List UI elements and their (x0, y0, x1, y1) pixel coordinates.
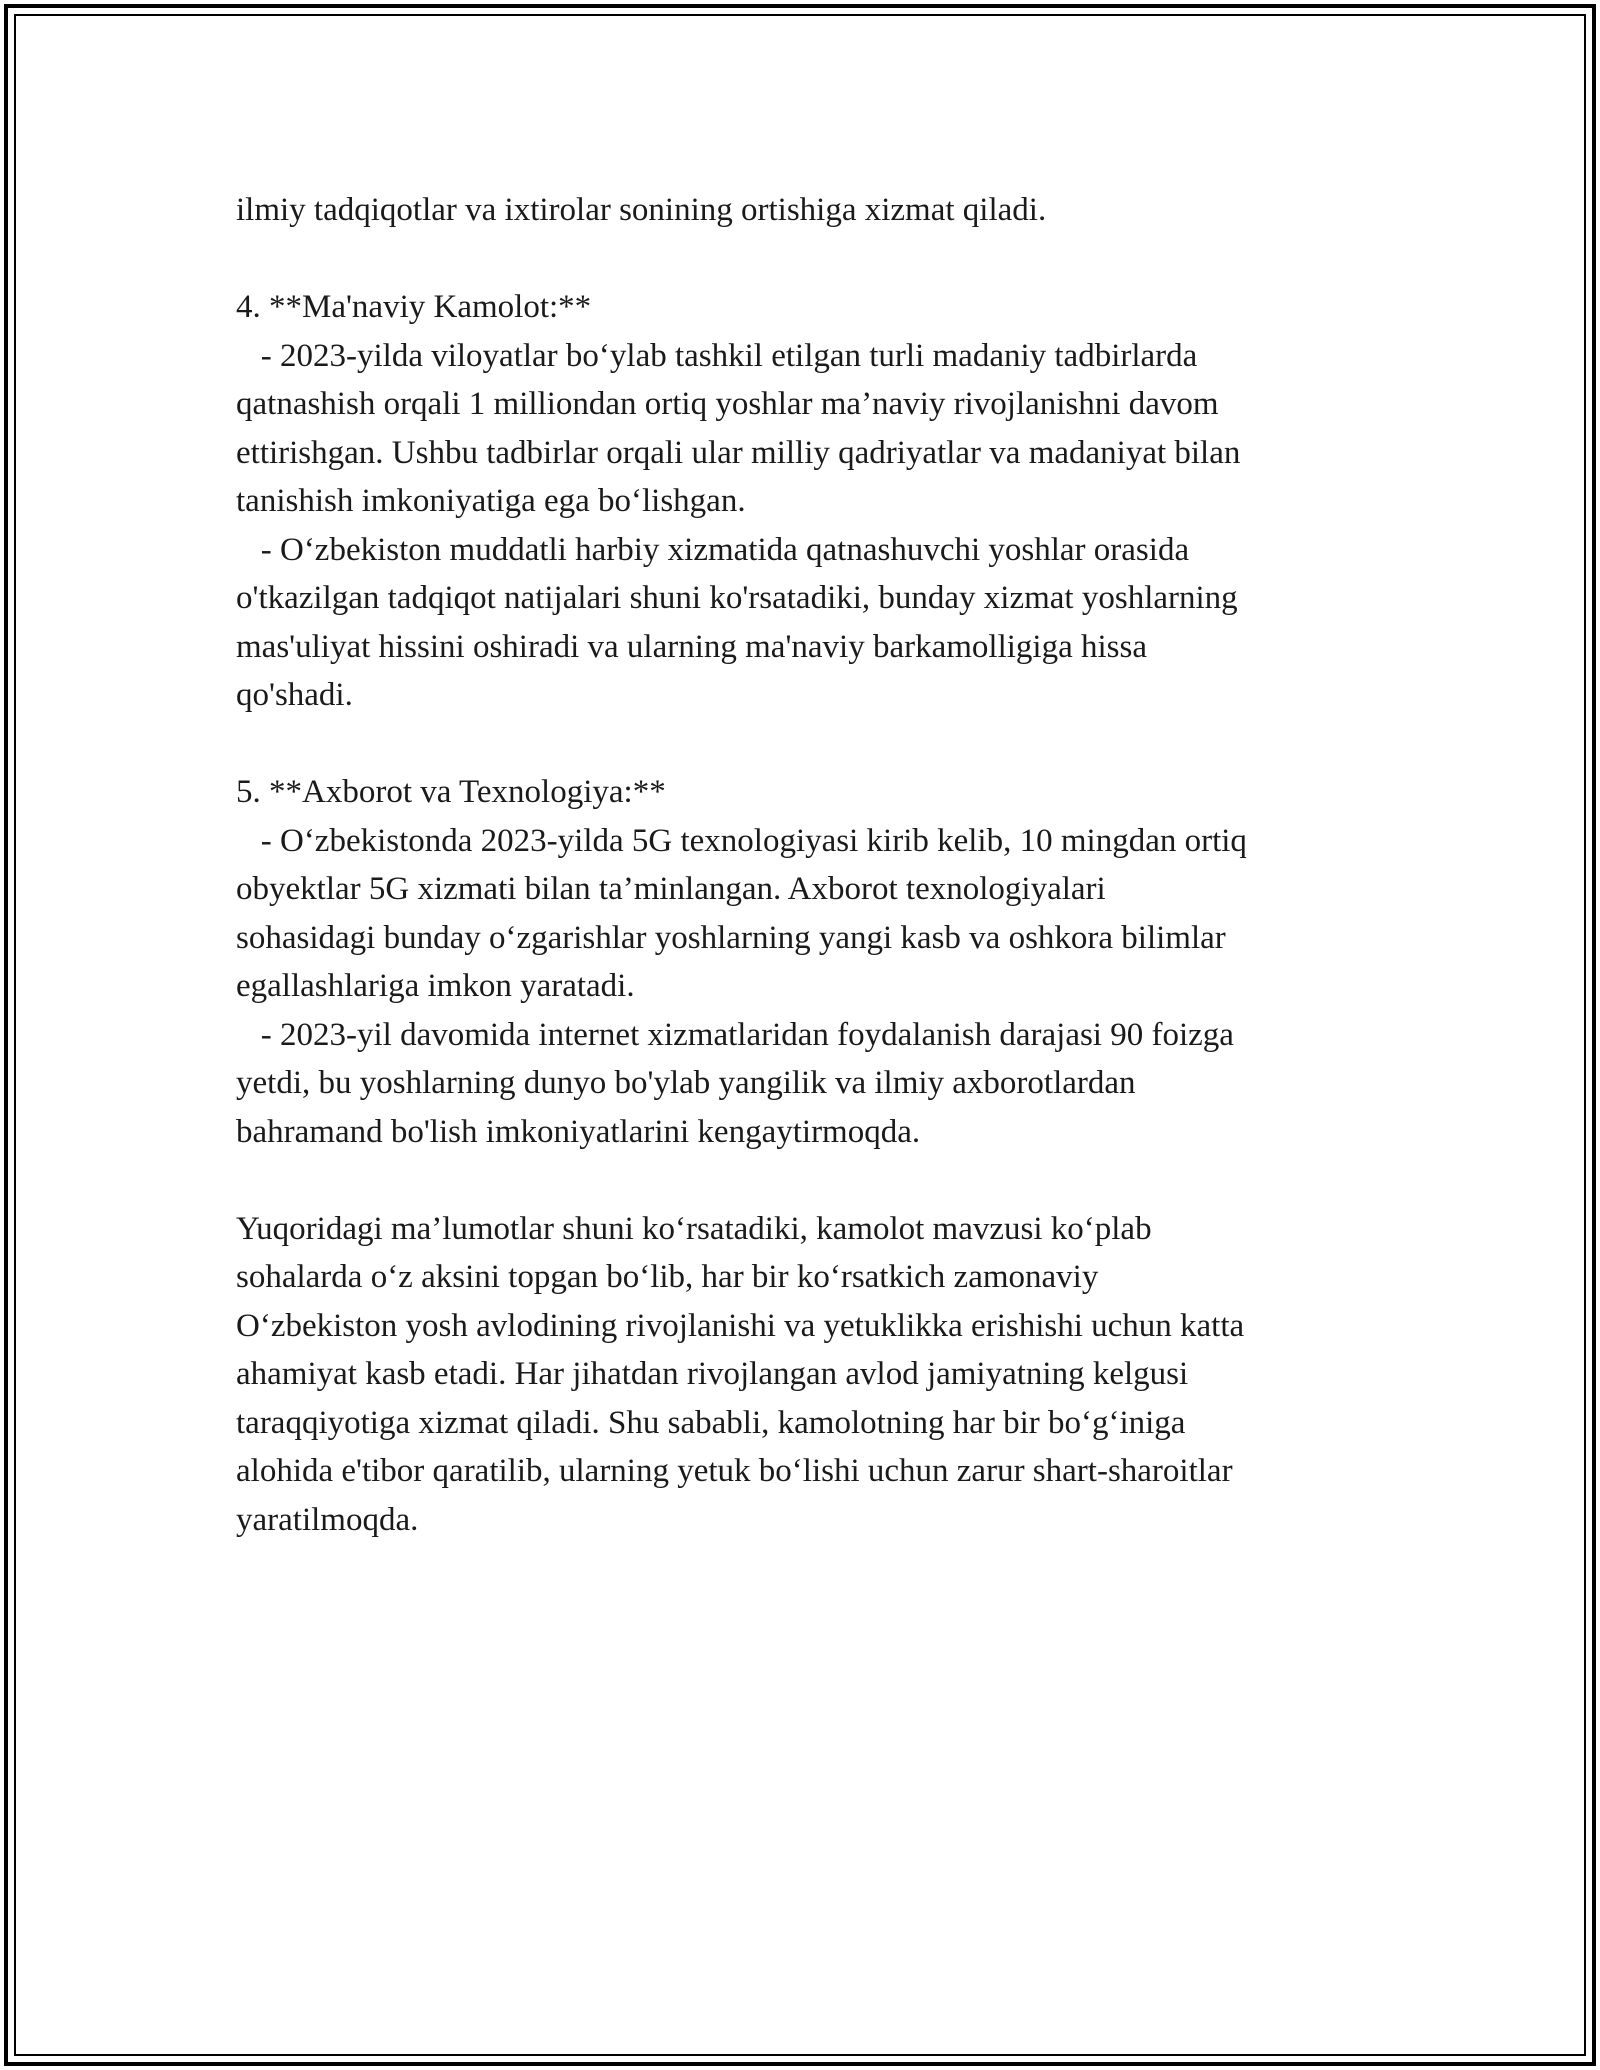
text-line: - Oʻzbekiston muddatli harbiy xizmatida qatnashuvchi yoshlar orasida (236, 531, 1190, 568)
text-line: sohasidagi bunday oʻzgarishlar yoshlarning yangi kasb va oshkora bilimlar (236, 919, 1226, 956)
text-line: 5. **Axborot va Texnologiya:** (236, 774, 666, 810)
text-line: yetdi, bu yoshlarning dunyo bo'ylab yangilik va ilmiy axborotlardan (236, 1065, 1136, 1101)
paragraph-gap (236, 720, 1386, 769)
paragraph-gap (236, 1156, 1386, 1205)
text-line: Oʻzbekiston yosh avlodining rivojlanishi va yetuklikka erishishi uchun katta (236, 1307, 1245, 1344)
text-line: ahamiyat kasb etadi. Har jihatdan rivojlangan avlod jamiyatning kelgusi (236, 1356, 1189, 1392)
text-line: - 2023-yil davomida internet xizmatlaridan foydalanish darajasi 90 foizga (236, 1016, 1234, 1053)
text-line: ilmiy tadqiqotlar va ixtirolar sonining ortishiga xizmat qiladi. (236, 192, 1047, 228)
text-line: tanishish imkoniyatiga ega boʻlishgan. (236, 483, 746, 519)
text-line: yaratilmoqda. (236, 1501, 419, 1538)
text-line: - 2023-yilda viloyatlar boʻylab tashkil etilgan turli madaniy tadbirlarda (236, 337, 1198, 374)
text-line: ettirishgan. Ushbu tadbirlar orqali ular milliy qadriyatlar va madaniyat bilan (236, 434, 1241, 471)
text-line: egallashlariga imkon yaratadi. (236, 968, 635, 1004)
text-line: sohalarda oʻz aksini topgan boʻlib, har bir koʻrsatkich zamonaviy (236, 1259, 1099, 1295)
text-line: bahramand bo'lish imkoniyatlarini kengaytirmoqda. (236, 1113, 921, 1150)
text-line: qo'shadi. (236, 677, 353, 713)
text-line: o'tkazilgan tadqiqot natijalari shuni ko'rsatadiki, bunday xizmat yoshlarning (236, 580, 1238, 616)
text-line: mas'uliyat hissini oshiradi va ularning ma'naviy barkamolligiga hissa (236, 628, 1147, 665)
text-line: Yuqoridagi ma’lumotlar shuni koʻrsatadiki, kamolot mavzusi koʻplab (236, 1210, 1152, 1247)
text-line: taraqqiyotiga xizmat qiladi. Shu sababli, kamolotning har bir boʻgʻiniga (236, 1404, 1186, 1441)
text-line: 4. **Ma'naviy Kamolot:** (236, 289, 592, 325)
text-line: obyektlar 5G xizmati bilan ta’minlangan. Axborot texnologiyalari (236, 871, 1106, 907)
paragraph-gap (236, 235, 1386, 284)
text-line: - Oʻzbekistonda 2023-yilda 5G texnologiyasi kirib kelib, 10 mingdan ortiq (236, 822, 1247, 859)
document-body (236, 186, 1386, 1544)
text-line: qatnashish orqali 1 milliondan ortiq yoshlar ma’naviy rivojlanishni davom (236, 386, 1219, 422)
text-line: alohida e'tibor qaratilib, ularning yetuk boʻlishi uchun zarur shart-sharoitlar (236, 1453, 1233, 1489)
